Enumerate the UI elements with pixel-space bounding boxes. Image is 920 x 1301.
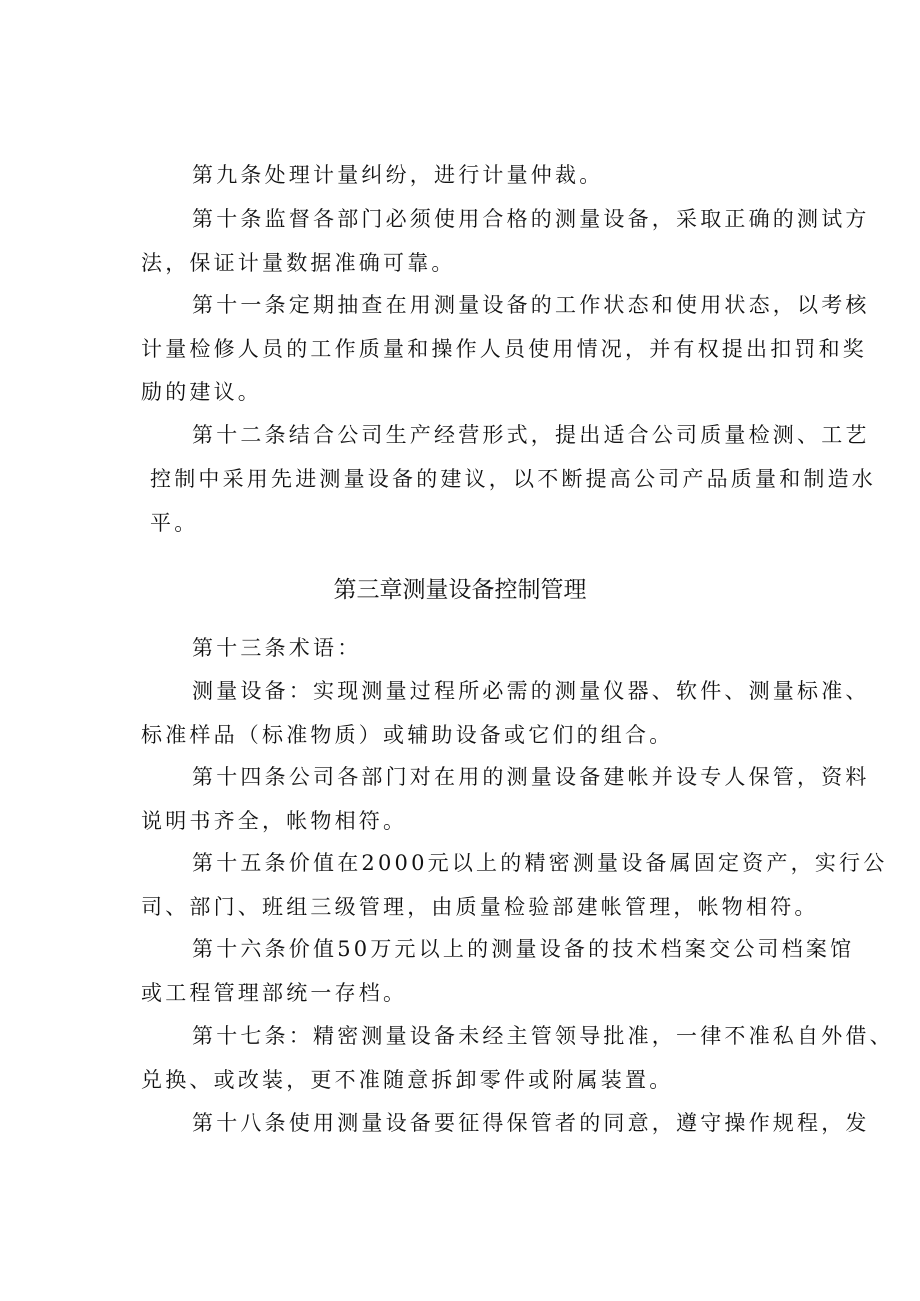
article-13-line-1: 第十三条术语： (192, 636, 362, 660)
definition-line-1: 测量设备：实现测量过程所必需的测量仪器、软件、测量标准、 (192, 679, 870, 703)
article-11-line-2: 计量检修人员的工作质量和操作人员使用情况，并有权提出扣罚和奖 (141, 337, 867, 361)
article-10-line-2: 法，保证计量数据准确可靠。 (141, 251, 456, 275)
article-12-line-2: 控制中采用先进测量设备的建议，以不断提高公司产品质量和制造水 (150, 467, 876, 491)
definition-line-2: 标准样品（标准物质）或辅助设备或它们的组合。 (141, 723, 674, 747)
article-17-line-1: 第十七条：精密测量设备未经主管领导批准，一律不准私自外借、 (192, 1024, 894, 1048)
chapter-heading: 第三章测量设备控制管理 (333, 577, 587, 603)
article-11-line-1: 第十一条定期抽查在用测量设备的工作状态和使用状态，以考核 (192, 293, 870, 317)
article-17-line-2: 兑换、或改装，更不准随意拆卸零件或附属装置。 (141, 1068, 674, 1092)
article-15-line-2: 司、部门、班组三级管理，由质量检验部建帐管理，帐物相符。 (141, 895, 819, 919)
article-14-line-1: 第十四条公司各部门对在用的测量设备建帐并设专人保管，资料 (192, 765, 870, 789)
article-18-line-1: 第十八条使用测量设备要征得保管者的同意，遵守操作规程，发 (192, 1111, 870, 1135)
article-14-line-2: 说明书齐全，帐物相符。 (141, 809, 408, 833)
article-11-line-3: 励的建议。 (141, 380, 262, 404)
article-12-line-1: 第十二条结合公司生产经营形式，提出适合公司质量检测、工艺 (192, 423, 870, 447)
article-10-line-1: 第十条监督各部门必须使用合格的测量设备，采取正确的测试方 (192, 207, 870, 231)
article-16-line-2: 或工程管理部统一存档。 (141, 981, 408, 1005)
article-9-line-1: 第九条处理计量纠纷，进行计量仲裁。 (192, 163, 604, 187)
article-16-line-1: 第十六条价值50万元以上的测量设备的技术档案交公司档案馆 (192, 937, 855, 961)
article-15-line-1: 第十五条价值在2000元以上的精密测量设备属固定资产，实行公 (192, 851, 888, 875)
article-12-line-3: 平。 (150, 511, 199, 535)
